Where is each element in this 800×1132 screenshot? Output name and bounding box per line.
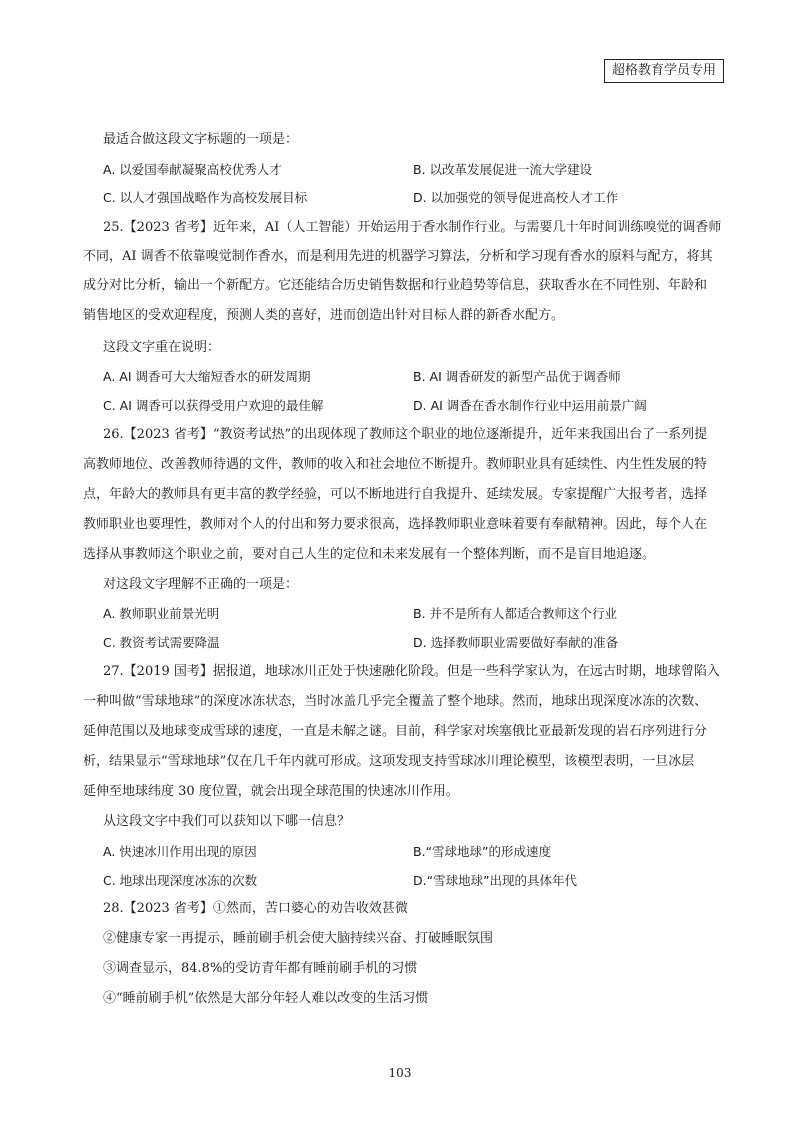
q27-option-b: B.“雪球地球”的形成速度 — [413, 844, 552, 859]
q26-line-5: 选择从事教师这个职业之前，要对自己人生的定位和未来发展有一个整体判断，而不是盲目地追逐。 — [83, 547, 656, 562]
q25-line-2: 不同，AI 调香不依靠嗅觉制作香水，而是利用先进的机器学习算法，分析和学习现有香水的原料与配方，将其 — [83, 249, 713, 264]
q26-option-d: D. 选择教师职业需要做好奉献的准备 — [413, 635, 619, 650]
q25-option-c: C. AI 调香可以获得受用户欢迎的最佳解 — [103, 398, 324, 413]
q26-line-2: 高教师地位、改善教师待遇的文件，教师的收入和社会地位不断提升。教师职业具有延续性、内生性发展的特 — [83, 457, 708, 472]
q26-option-c: C. 教资考试需要降温 — [103, 635, 220, 650]
q27-option-c: C. 地球出现深度冰冻的次数 — [103, 873, 258, 888]
q27-line-1: 27.【2019 国考】据报道，地球冰川正处于快速融化阶段。但是一些科学家认为，在远古时期，地球曾陷入 — [103, 664, 720, 679]
q24-option-a: A. 以爱国奉献凝聚高校优秀人才 — [103, 162, 282, 177]
q27-line-2: 一种叫做“雪球地球”的深度冰冻状态，当时冰盖几乎完全覆盖了整个地球。然而，地球出现深度冰冻的次数、 — [83, 694, 708, 709]
q24-stem: 最适合做这段文字标题的一项是： — [103, 132, 299, 147]
q24-option-b: B. 以改革发展促进一流大学建设 — [413, 162, 593, 177]
q26-stem: 对这段文字理解不正确的一项是： — [103, 577, 299, 592]
q28-line-1: 28.【2023 省考】①然而，苦口婆心的劝告收效甚微 — [103, 901, 408, 916]
q27-line-5: 延伸至地球纬度 30 度位置，就会出现全球范围的快速冰川作用。 — [83, 784, 459, 799]
q25-line-3: 成分对比分析，输出一个新配方。它还能结合历史销售数据和行业趋势等信息，获取香水在不同性别、年龄和 — [83, 278, 708, 293]
q27-option-a: A. 快速冰川作用出现的原因 — [103, 844, 257, 859]
q27-option-d: D.“雪球地球”出现的具体年代 — [413, 873, 578, 888]
q25-stem: 这段文字重在说明： — [103, 340, 221, 355]
header-tag: 超格教育学员专用 — [604, 59, 724, 83]
q25-line-1: 25.【2023 省考】近年来，AI（人工智能）开始运用于香水制作行业。与需要几十年时间训练嗅觉的调香师 — [103, 220, 722, 235]
q25-line-4: 销售地区的受欢迎程度，预测人类的喜好，进而创造出针对目标人群的新香水配方。 — [83, 308, 565, 323]
q28-line-4: ④“睡前刷手机”依然是大部分年轻人难以改变的生活习惯 — [103, 991, 429, 1006]
q24-option-d: D. 以加强党的领导促进高校人才工作 — [413, 190, 619, 205]
q24-option-c: C. 以人才强国战略作为高校发展目标 — [103, 190, 308, 205]
q25-option-d: D. AI 调香在香水制作行业中运用前景广阔 — [413, 398, 647, 413]
page-number: 103 — [388, 1066, 412, 1080]
q28-line-3: ③调查显示，84.8%的受访青年都有睡前刷手机的习惯 — [103, 961, 418, 976]
q26-option-a: A. 教师职业前景光明 — [103, 606, 220, 621]
q27-line-4: 析，结果显示“雪球地球”仅在几千年内就可形成。这项发现支持雪球冰川理论模型，该模型表明，一旦冰层 — [83, 754, 695, 769]
q27-stem: 从这段文字中我们可以获知以下哪一信息？ — [103, 814, 351, 829]
q25-option-b: B. AI 调香研发的新型产品优于调香师 — [413, 369, 621, 384]
q28-line-2: ②健康专家一再提示，睡前刷手机会使大脑持续兴奋、打破睡眠氛围 — [103, 931, 494, 946]
q26-line-3: 点，年龄大的教师具有更丰富的教学经验，可以不断地进行自我提升、延续发展。专家提醒广大报考者，选择 — [83, 487, 708, 502]
q27-line-3: 延伸范围以及地球变成雪球的速度，一直是未解之谜。目前，科学家对埃塞俄比亚最新发现的岩石序列进行分 — [83, 724, 708, 739]
q26-line-1: 26.【2023 省考】“教资考试热”的出现体现了教师这个职业的地位逐渐提升，近年来我国出台了一系列提 — [103, 427, 708, 442]
q26-option-b: B. 并不是所有人都适合教师这个行业 — [413, 606, 618, 621]
q25-option-a: A. AI 调香可大大缩短香水的研发周期 — [103, 369, 311, 384]
q26-line-4: 教师职业也要理性，教师对个人的付出和努力要求很高，选择教师职业意味着要有奉献精神。因此，每个人在 — [83, 517, 708, 532]
